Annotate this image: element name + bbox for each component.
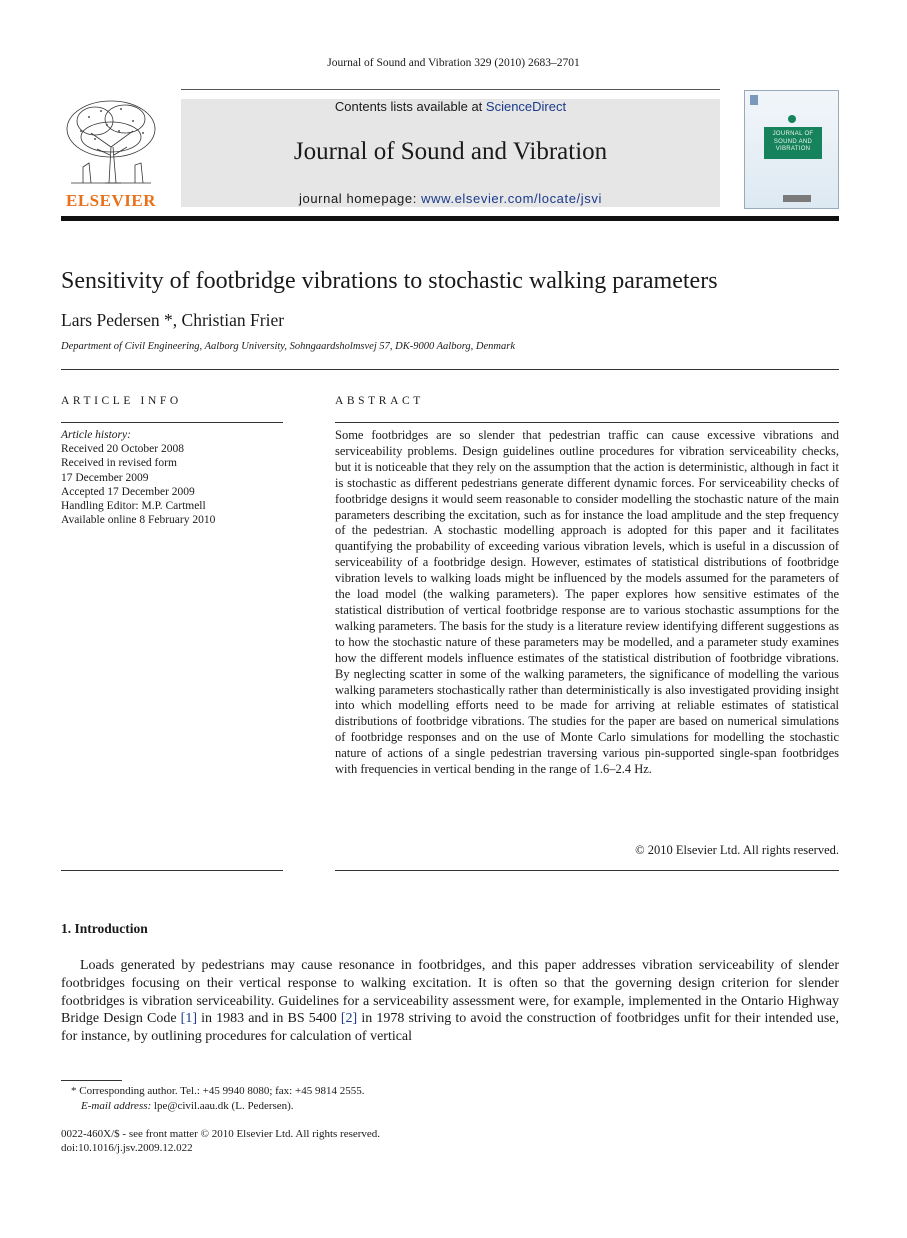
front-matter-line: 0022-460X/$ - see front matter © 2010 Elsevier Ltd. All rights reserved. (61, 1128, 381, 1140)
intro-text-part: in 1978 striving to avoid the construction of footbridges unfit for their intended use, for instance, by outlining procedures for calculation of vertical (61, 1011, 839, 1045)
history-item: 17 December 2009 (61, 471, 149, 484)
email-address[interactable]: lpe@civil.aau.dk (L. Pedersen). (151, 1100, 294, 1112)
homepage-prefix: journal homepage: (299, 191, 422, 206)
abstract-heading: ABSTRACT (335, 395, 424, 407)
abstract-copyright: © 2010 Elsevier Ltd. All rights reserved. (635, 843, 839, 857)
journal-homepage-line (181, 191, 720, 206)
article-info-heading: ARTICLE INFO (61, 395, 182, 407)
cover-title-box: JOURNAL OF SOUND AND VIBRATION (764, 127, 822, 159)
journal-name: Journal of Sound and Vibration (293, 138, 608, 165)
cover-footer-mark (783, 195, 811, 202)
abstract-rule-bottom (335, 870, 839, 871)
reference-link-1[interactable]: [1] (180, 1011, 197, 1027)
footnote-rule (61, 1080, 122, 1081)
journal-homepage-link[interactable]: www.elsevier.com/locate/jsvi (421, 191, 602, 206)
corresponding-author-footnote: * Corresponding author. Tel.: +45 9940 8080; fax: +45 9814 2555. (71, 1085, 365, 1097)
email-label: E-mail address: (81, 1100, 152, 1112)
banner-top-rule (181, 89, 720, 90)
publisher-logo-text: ELSEVIER (66, 191, 156, 210)
history-item: Handling Editor: M.P. Cartmell (61, 500, 206, 513)
tree-icon (61, 97, 161, 189)
article-history-label: Article history: (61, 429, 131, 441)
doi-line[interactable]: doi:10.1016/j.jsv.2009.12.022 (61, 1142, 193, 1155)
header-rule (61, 216, 839, 221)
intro-text-part: in 1983 and in BS 5400 (196, 1011, 341, 1027)
history-item: Available online 8 February 2010 (61, 514, 216, 527)
journal-cover-thumbnail[interactable] (744, 90, 839, 209)
reference-link-2[interactable]: [2] (340, 1011, 358, 1027)
article-title: Sensitivity of footbridge vibrations to stochastic walking parameters (61, 268, 718, 294)
introduction-paragraph (61, 957, 839, 1046)
elsevier-logo[interactable] (61, 97, 161, 209)
sciencedirect-link[interactable]: ScienceDirect (485, 99, 567, 114)
history-item: Received in revised form (61, 457, 177, 470)
cover-emblem-icon (788, 115, 796, 123)
contents-line (181, 99, 720, 114)
introduction-heading: 1. Introduction (61, 921, 148, 936)
abstract-text: Some footbridges are so slender that pedestrian traffic can cause excessive vibrations and serviceability problems. Design guidelines outline procedures for vibration serviceability checks, but it is noticeable that they rely on the assumption that the action is deterministic, although in fact it is stochastic as different pedestrians generate different dynamic forces. For serviceability checks of footbridge designs it would seem reasonable to consider modelling the stochastic nature of the main parameters describing the excitation, such as for instance the load amplitude and the step frequency of the pedestrian. A stochastic modelling approach is adopted for this paper and it facilitates quantifying the probability of exceeding various vibration levels, which is useful in a discussion of serviceability of a footbridge design. However, estimates of statistical distributions of footbridge vibration levels to walking loads might be influenced by the models assumed for the parameters of the load model (the walking parameters). The paper explores how sensitive estimates of the statistical distribution of vertical footbridge response are to various stochastic assumptions for the walking parameters. The basis for the study is a literature review identifying different suggestions as to how the stochastic nature of these parameters may be modelled, and a parameter study examines how the different models influence estimates of the statistical distribution of footbridge vibrations. By neglecting scatter in some of the walking parameters, the significance of modelling the various walking parameters stochastically rather than deterministically is also investigated providing insight into which modelling efforts need to be made for arriving at reliable estimates of statistical distributions of footbridge vibrations. The studies for the paper are based on numerical simulations of footbridge responses and on the use of Monte Carlo simulations for modelling the stochastic nature of actions of a single pedestrian traversing various pin-supported single-span footbridges with frequencies in vertical bending in the range of 1.6–2.4 Hz. (335, 428, 839, 777)
section-rule (61, 369, 839, 370)
history-item: Received 20 October 2008 (61, 443, 184, 456)
contents-prefix: Contents lists available at (334, 99, 486, 114)
email-footnote (61, 1099, 294, 1114)
history-item: Accepted 17 December 2009 (61, 485, 195, 498)
cover-publisher-mark (750, 95, 758, 105)
front-matter-notice (61, 1127, 380, 1156)
article-authors: Lars Pedersen *, Christian Frier (61, 310, 285, 330)
article-info-rule-bottom (61, 870, 283, 871)
abstract-rule-top (335, 422, 839, 423)
intro-text-part: Loads generated by pedestrians may cause resonance in footbridges, and this paper addresses vibration serviceability of slender footbridges focusing on their vertical response to walking excitation. It is often so that the governing design criterion for slender footbridges is vibration serviceability. Guidelines for a serviceability assessment were, for example, implemented in the Ontario Highway Bridge Design Code (61, 958, 839, 1027)
article-info-rule-top (61, 422, 283, 423)
author-affiliation: Department of Civil Engineering, Aalborg University, Sohngaardsholmsvej 57, DK-9000 Aalborg, Denmark (61, 341, 515, 352)
article-history (61, 428, 283, 527)
journal-citation: Journal of Sound and Vibration 329 (2010) 2683–2701 (327, 57, 580, 69)
